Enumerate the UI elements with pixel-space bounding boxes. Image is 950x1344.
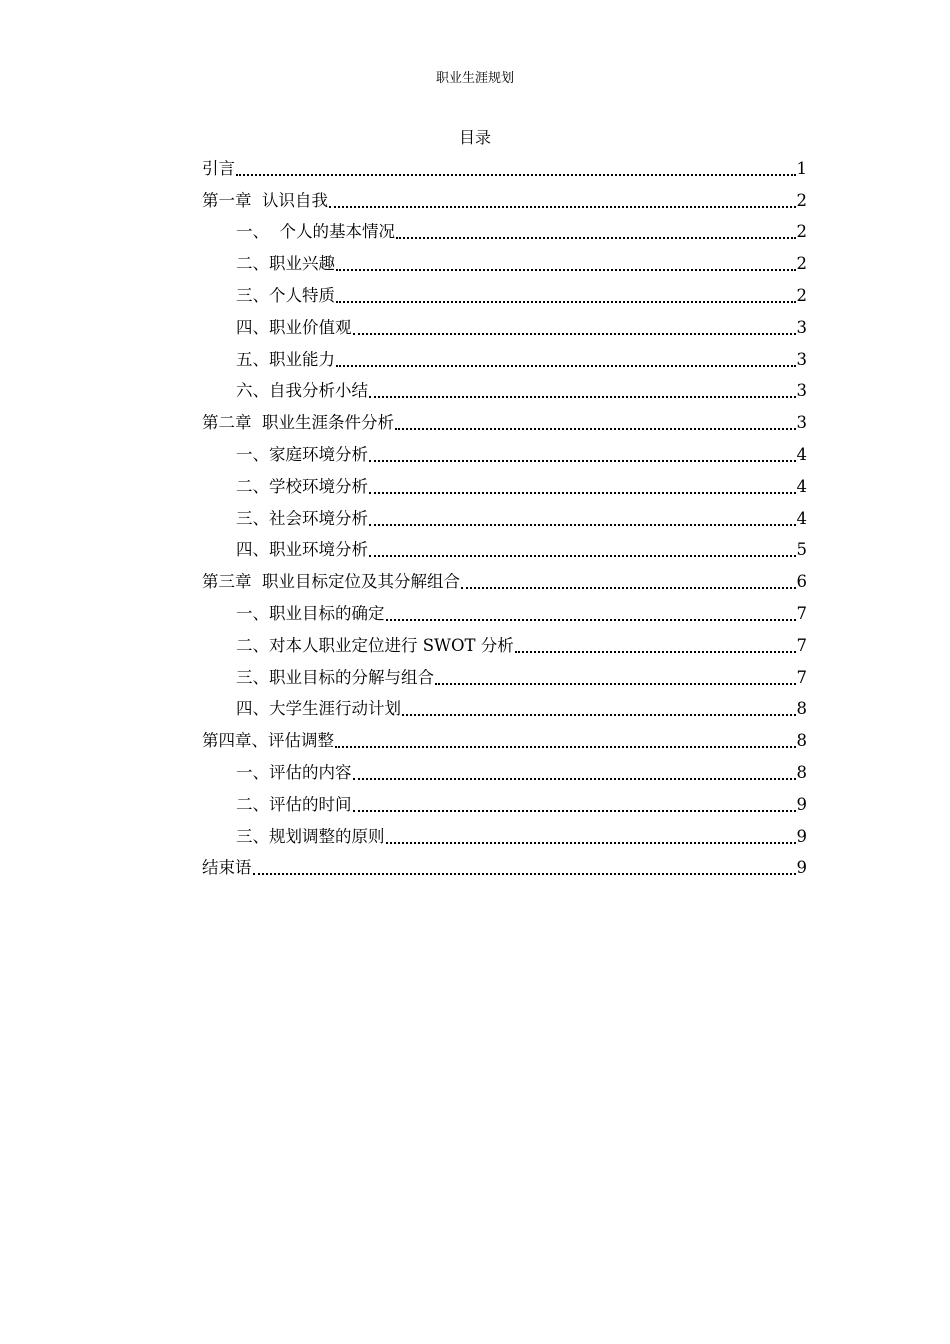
toc-entry-label: 结束语 <box>202 858 252 878</box>
table-of-contents <box>202 150 807 881</box>
toc-page-number: 9 <box>796 794 807 814</box>
toc-entry-label: 第三章 职业目标定位及其分解组合 <box>202 572 460 592</box>
toc-entry[interactable] <box>202 309 807 341</box>
toc-title: 目录 <box>458 128 491 147</box>
dot-leader <box>386 842 796 844</box>
toc-entry-label: 第四章、评估调整 <box>202 731 334 751</box>
toc-page-number: 3 <box>796 413 807 433</box>
toc-entry-label: 二、学校环境分析 <box>236 476 368 496</box>
toc-entry[interactable] <box>202 850 807 882</box>
toc-entry-label: 三、职业目标的分解与组合 <box>236 667 434 687</box>
toc-page-number: 7 <box>796 667 807 687</box>
dot-leader <box>369 460 796 462</box>
toc-page-number: 8 <box>796 699 807 719</box>
toc-page-number: 7 <box>796 603 807 623</box>
dot-leader <box>461 587 796 589</box>
toc-page-number: 3 <box>796 381 807 401</box>
toc-entry-label: 引言 <box>202 158 235 178</box>
dot-leader <box>396 237 796 239</box>
toc-page-number: 3 <box>796 349 807 369</box>
toc-page-number: 8 <box>796 762 807 782</box>
dot-leader <box>329 206 796 208</box>
dot-leader <box>395 428 796 430</box>
toc-entry-label: 四、职业环境分析 <box>236 540 368 560</box>
toc-entry[interactable] <box>202 404 807 436</box>
toc-page-number: 2 <box>796 285 807 305</box>
dot-leader <box>236 174 796 176</box>
toc-entry[interactable] <box>202 627 807 659</box>
dot-leader <box>353 778 796 780</box>
toc-entry-label: 一、家庭环境分析 <box>236 444 368 464</box>
toc-entry[interactable] <box>202 659 807 691</box>
toc-entry[interactable] <box>202 532 807 564</box>
toc-entry-label: 四、职业价值观 <box>236 317 352 337</box>
toc-page-number: 5 <box>796 540 807 560</box>
toc-entry-label: 六、自我分析小结 <box>236 381 368 401</box>
toc-entry-label: 一、职业目标的确定 <box>236 603 385 623</box>
toc-page-number: 2 <box>796 254 807 274</box>
toc-entry-label: 三、规划调整的原则 <box>236 826 385 846</box>
toc-page-number: 4 <box>796 444 807 464</box>
dot-leader <box>336 365 796 367</box>
dot-leader <box>335 746 796 748</box>
toc-entry-label: 五、职业能力 <box>236 349 335 369</box>
toc-entry[interactable] <box>202 500 807 532</box>
toc-entry[interactable] <box>202 245 807 277</box>
toc-entry-label: 第二章 职业生涯条件分析 <box>202 413 394 433</box>
dot-leader <box>369 524 796 526</box>
dot-leader <box>253 873 796 875</box>
toc-entry-label: 第一章 认识自我 <box>202 190 328 210</box>
toc-entry[interactable] <box>202 691 807 723</box>
toc-entry[interactable] <box>202 373 807 405</box>
dot-leader <box>435 683 796 685</box>
toc-page-number: 3 <box>796 317 807 337</box>
toc-entry[interactable] <box>202 468 807 500</box>
toc-page-number: 6 <box>796 572 807 592</box>
toc-entry-label: 二、评估的时间 <box>236 794 352 814</box>
toc-page-number: 2 <box>796 190 807 210</box>
toc-entry-label: 一、 个人的基本情况 <box>236 222 395 242</box>
dot-leader <box>336 269 796 271</box>
toc-entry-label: 四、大学生涯行动计划 <box>236 699 401 719</box>
toc-entry-label: 二、职业兴趣 <box>236 254 335 274</box>
toc-entry-label: 一、评估的内容 <box>236 762 352 782</box>
toc-page-number: 1 <box>796 158 807 178</box>
dot-leader <box>369 492 796 494</box>
toc-page-number: 9 <box>796 858 807 878</box>
toc-entry[interactable] <box>202 341 807 373</box>
dot-leader <box>353 333 796 335</box>
dot-leader <box>402 714 796 716</box>
toc-entry[interactable] <box>202 722 807 754</box>
toc-entry[interactable] <box>202 436 807 468</box>
toc-entry[interactable] <box>202 214 807 246</box>
dot-leader <box>369 555 796 557</box>
toc-entry[interactable] <box>202 182 807 214</box>
toc-page-number: 4 <box>796 476 807 496</box>
toc-page-number: 2 <box>796 222 807 242</box>
toc-entry-label: 三、个人特质 <box>236 285 335 305</box>
toc-entry[interactable] <box>202 277 807 309</box>
running-header: 职业生涯规划 <box>435 71 514 86</box>
toc-entry-label: 三、社会环境分析 <box>236 508 368 528</box>
dot-leader <box>353 810 796 812</box>
dot-leader <box>336 301 796 303</box>
toc-entry[interactable] <box>202 150 807 182</box>
toc-entry[interactable] <box>202 563 807 595</box>
toc-entry[interactable] <box>202 786 807 818</box>
toc-page-number: 8 <box>796 731 807 751</box>
dot-leader <box>369 396 796 398</box>
toc-page-number: 9 <box>796 826 807 846</box>
toc-entry-label: 二、对本人职业定位进行 SWOT 分析 <box>236 635 514 655</box>
dot-leader <box>386 619 796 621</box>
toc-entry[interactable] <box>202 818 807 850</box>
toc-entry[interactable] <box>202 595 807 627</box>
toc-entry[interactable] <box>202 754 807 786</box>
dot-leader <box>515 651 796 653</box>
toc-page-number: 4 <box>796 508 807 528</box>
toc-page-number: 7 <box>796 635 807 655</box>
